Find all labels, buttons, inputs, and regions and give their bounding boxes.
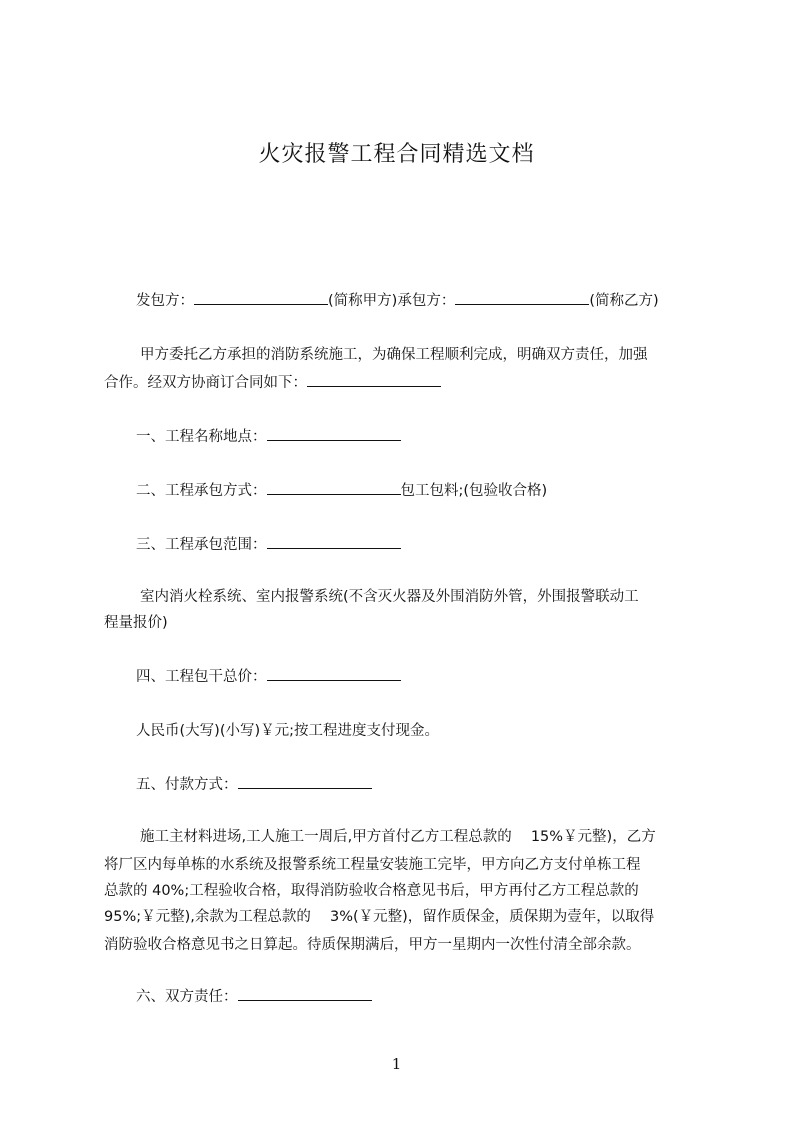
employer-blank — [194, 288, 328, 305]
section-5-body-line-4: 95%;￥元整),余款为工程总款的 3%(￥元整)，留作质保金，质保期为壹年，以取得 — [104, 909, 655, 925]
section-5-blank — [238, 772, 372, 789]
employer-label: 发包方： — [136, 293, 194, 309]
section-6-blank — [238, 984, 372, 1001]
section-3-body-line-2: 程量报价) — [104, 615, 168, 631]
section-3-blank — [267, 532, 401, 549]
section-1-blank — [267, 424, 401, 441]
section-4-body: 人民币(大写)(小写)￥元;按工程进度支付现金。 — [136, 723, 440, 739]
section-4-blank — [267, 664, 401, 681]
section-3-label: 三、工程承包范围： — [136, 537, 267, 553]
intro-blank — [307, 370, 441, 387]
section-5-body-line-3: 总款的 40%;工程验收合格，取得消防验收合格意见书后，甲方再付乙方工程总款的 — [104, 883, 639, 899]
section-2-label: 二、工程承包方式： — [136, 483, 267, 499]
contractor-blank — [455, 288, 589, 305]
intro-line-2-text: 合作。经双方协商订合同如下： — [104, 375, 307, 391]
page-number: 1 — [391, 1055, 402, 1073]
section-5-body-line-2: 将厂区内每单栋的水系统及报警系统工程量安装施工完毕，甲方向乙方支付单栋工程 — [104, 857, 641, 873]
section-2-blank — [267, 478, 401, 495]
section-3-body-line-1: 室内消火栓系统、室内报警系统(不含灭火器及外围消防外管，外围报警联动工 — [140, 589, 639, 605]
section-6-heading — [136, 984, 736, 1010]
section-4-heading — [136, 664, 736, 690]
parties-line — [136, 288, 736, 314]
section-1-heading — [136, 424, 736, 450]
section-5-body-line-5: 消防验收合格意见书之日算起。待质保期满后，甲方一星期内一次性付清全部余款。 — [104, 937, 641, 953]
section-5-body-line-1: 施工主材料进场,工人施工一周后,甲方首付乙方工程总款的 15%￥元整)，乙方 — [140, 829, 656, 845]
document-title: 火灾报警工程合同精选文档 — [258, 142, 535, 167]
section-4-label: 四、工程包干总价： — [136, 669, 267, 685]
section-1-label: 一、工程名称地点： — [136, 429, 267, 445]
section-2-heading — [136, 478, 736, 504]
employer-abbrev: (简称甲方)承包方： — [328, 293, 456, 309]
section-3-heading — [136, 532, 736, 558]
section-6-label: 六、双方责任： — [136, 989, 238, 1005]
section-5-heading — [136, 772, 736, 798]
intro-line-2 — [104, 370, 704, 396]
section-2-tail: 包工包料;(包验收合格) — [400, 483, 548, 499]
intro-line-1: 甲方委托乙方承担的消防系统施工，为确保工程顺利完成，明确双方责任，加强 — [140, 347, 648, 363]
contractor-abbrev: (简称乙方) — [589, 293, 659, 309]
section-5-label: 五、付款方式： — [136, 777, 238, 793]
